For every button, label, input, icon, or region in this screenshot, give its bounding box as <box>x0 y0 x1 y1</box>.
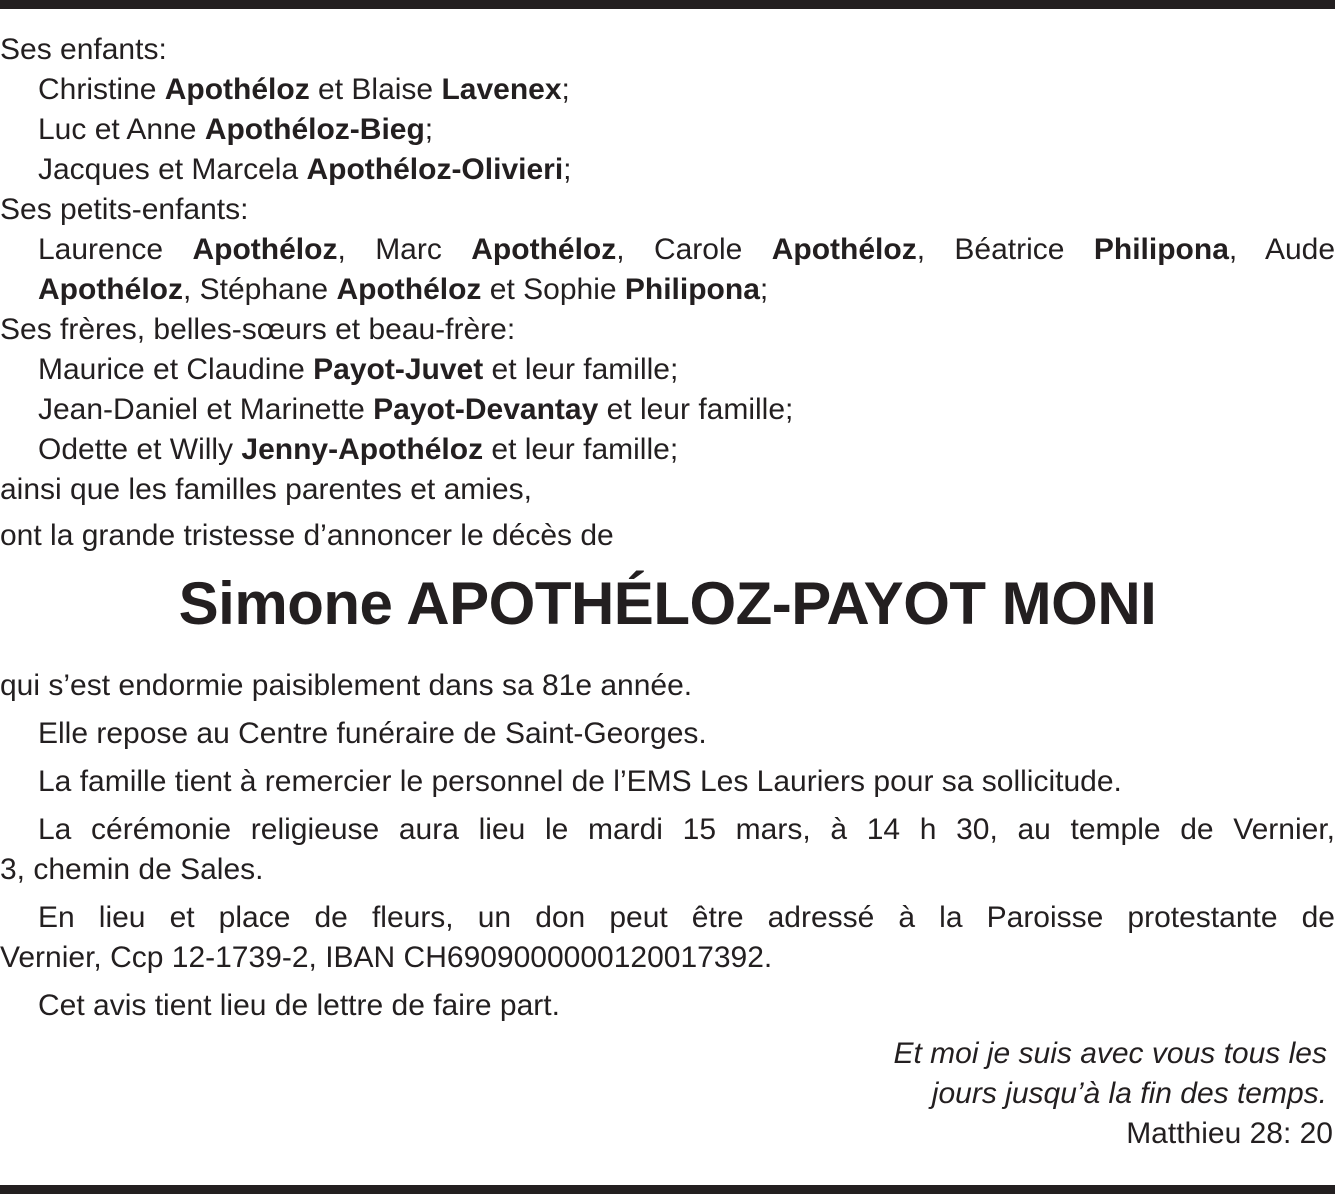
sibling-line <box>0 350 1335 390</box>
text-run: , Aude <box>1228 233 1335 266</box>
text-run: ; <box>759 273 769 306</box>
children-heading: Ses enfants: <box>0 33 167 66</box>
text-run: , Stéphane <box>182 273 337 306</box>
sibling-line <box>0 430 1335 470</box>
child-line <box>0 70 1335 110</box>
text-run: et leur famille; <box>483 433 679 466</box>
family-name: Apothéloz <box>192 233 338 266</box>
bottom-rule <box>0 1185 1335 1194</box>
text-run: Luc et Anne <box>38 113 205 146</box>
family-name: Apothéloz-Olivieri <box>306 153 564 186</box>
text-run: et Blaise <box>309 73 442 106</box>
child-line <box>0 110 1335 150</box>
grandchildren-heading: Ses petits-enfants: <box>0 193 249 226</box>
para-don-line1: En lieu et place de fleurs, un don peut être adressé à la Paroisse protestante de <box>38 901 1335 934</box>
para-don-line2: Vernier, Ccp 12-1739-2, IBAN CH6909000000120017392. <box>0 941 773 974</box>
child-line <box>0 150 1335 190</box>
deceased-name: Simone APOTHÉLOZ-PAYOT MONI <box>178 570 1157 637</box>
text-run: Christine <box>38 73 165 106</box>
announce-line: ont la grande tristesse d’annoncer le décès de <box>0 519 614 552</box>
family-name: Apothéloz-Bieg <box>204 113 425 146</box>
family-name: Philipona <box>1093 233 1229 266</box>
text-run: ; <box>563 153 572 186</box>
siblings-heading: Ses frères, belles-sœurs et beau-frère: <box>0 313 516 346</box>
text-run: et leur famille; <box>598 393 794 426</box>
text-run: Jacques et Marcela <box>38 153 307 186</box>
grandchildren-line <box>0 270 1335 310</box>
obituary-body <box>0 30 1335 1154</box>
text-run: , Béatrice <box>916 233 1094 266</box>
para-remerciements: La famille tient à remercier le personnel de l’EMS Les Lauriers pour sa sollicitude. <box>38 765 1122 798</box>
text-run: ; <box>561 73 570 106</box>
top-rule <box>0 0 1335 9</box>
family-name: Apothéloz <box>471 233 617 266</box>
scripture-reference: Matthieu 28: 20 <box>1126 1117 1333 1150</box>
text-run: Jean-Daniel et Marinette <box>38 393 374 426</box>
para-avis: Cet avis tient lieu de lettre de faire part. <box>38 989 560 1022</box>
families-line: ainsi que les familles parentes et amies, <box>0 473 532 506</box>
text-run: Laurence <box>38 233 193 266</box>
family-name: Apothéloz <box>771 233 917 266</box>
para-ceremonie-line1: La cérémonie religieuse aura lieu le mardi 15 mars, à 14 h 30, au temple de Vernier, <box>38 813 1335 846</box>
para-ceremonie-line2: 3, chemin de Sales. <box>0 853 264 886</box>
family-name: Payot-Juvet <box>313 353 484 386</box>
grandchildren-line <box>0 230 1335 270</box>
family-name: Payot-Devantay <box>373 393 599 426</box>
family-name: Apothéloz <box>38 273 183 306</box>
scripture-quote-line1: Et moi je suis avec vous tous les <box>893 1037 1327 1070</box>
family-name: Apothéloz <box>164 73 310 106</box>
para-repose: Elle repose au Centre funéraire de Saint-Georges. <box>38 717 707 750</box>
sibling-line <box>0 390 1335 430</box>
scripture-quote-line2: jours jusqu’à la fin des temps. <box>931 1077 1327 1110</box>
text-run: ; <box>424 113 434 146</box>
text-run: , Marc <box>337 233 472 266</box>
para-endormie: qui s’est endormie paisiblement dans sa 81e année. <box>0 669 693 702</box>
text-run: et Sophie <box>481 273 625 306</box>
family-name: Jenny-Apothéloz <box>241 433 484 466</box>
family-name: Philipona <box>624 273 760 306</box>
text-run: Maurice et Claudine <box>38 353 314 386</box>
text-run: , Carole <box>616 233 772 266</box>
family-name: Lavenex <box>441 73 562 106</box>
family-name: Apothéloz <box>336 273 482 306</box>
text-run: et leur famille; <box>483 353 679 386</box>
text-run: Odette et Willy <box>38 433 242 466</box>
